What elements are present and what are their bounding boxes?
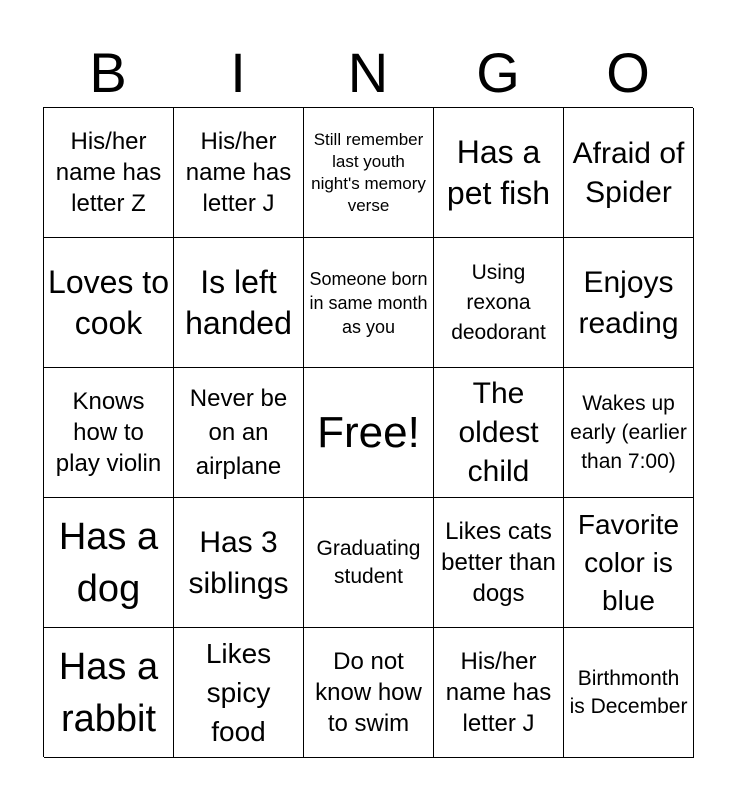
bingo-cell[interactable] xyxy=(304,238,434,368)
cell-text: His/her name has letter J xyxy=(185,128,292,217)
bingo-cell[interactable] xyxy=(434,498,564,628)
bingo-cell[interactable] xyxy=(174,108,304,238)
cell-text: Is left handed xyxy=(185,263,292,341)
bingo-header xyxy=(43,40,693,106)
cell-text: His/her name has letter Z xyxy=(55,128,162,217)
bingo-cell-free[interactable] xyxy=(304,368,434,498)
bingo-cell[interactable] xyxy=(564,368,694,498)
cell-text: His/her name has letter J xyxy=(445,648,552,737)
cell-text: The oldest child xyxy=(458,377,539,488)
cell-text: Enjoys reading xyxy=(578,265,679,340)
cell-text: Has a pet fish xyxy=(446,133,551,211)
bingo-cell[interactable] xyxy=(434,628,564,758)
bingo-cell[interactable] xyxy=(174,628,304,758)
header-letter-g: G xyxy=(476,41,520,104)
cell-text: Afraid of Spider xyxy=(572,136,685,209)
header-letter-b: B xyxy=(89,41,127,104)
cell-text: Never be on an airplane xyxy=(189,384,288,480)
cell-text: Likes cats better than dogs xyxy=(441,518,556,607)
bingo-cell[interactable] xyxy=(44,238,174,368)
bingo-cell[interactable] xyxy=(434,368,564,498)
cell-text: Graduating student xyxy=(316,536,421,588)
bingo-cell[interactable] xyxy=(304,498,434,628)
cell-text: Has 3 siblings xyxy=(188,525,289,600)
cell-text: Has a dog xyxy=(58,515,159,610)
bingo-cell[interactable] xyxy=(44,498,174,628)
header-letter-o: O xyxy=(606,41,650,104)
bingo-cell[interactable] xyxy=(174,498,304,628)
bingo-cell[interactable] xyxy=(44,628,174,758)
bingo-cell[interactable] xyxy=(174,368,304,498)
bingo-cell[interactable] xyxy=(44,108,174,238)
cell-text: Wakes up early (earlier than 7:00) xyxy=(570,392,687,473)
cell-text: Favorite color is blue xyxy=(577,508,680,616)
cell-text: Using rexona deodorant xyxy=(451,260,546,344)
header-letter-i: I xyxy=(230,41,246,104)
bingo-cell[interactable] xyxy=(174,238,304,368)
bingo-cell[interactable] xyxy=(564,108,694,238)
bingo-cell[interactable] xyxy=(564,628,694,758)
bingo-cell[interactable] xyxy=(564,238,694,368)
cell-text: Loves to cook xyxy=(48,263,169,341)
cell-text: Do not know how to swim xyxy=(315,648,422,737)
cell-text: Has a rabbit xyxy=(58,645,159,740)
cell-text: Someone born in same month as you xyxy=(309,268,428,337)
bingo-grid xyxy=(43,107,693,757)
free-space-text: Free! xyxy=(317,407,420,457)
cell-text: Still remember last youth night's memory verse xyxy=(311,129,426,215)
cell-text: Birthmonth is December xyxy=(569,666,688,718)
bingo-cell[interactable] xyxy=(434,238,564,368)
bingo-cell[interactable] xyxy=(44,368,174,498)
bingo-cell[interactable] xyxy=(304,108,434,238)
bingo-cell[interactable] xyxy=(434,108,564,238)
cell-text: Knows how to play violin xyxy=(55,388,162,477)
bingo-cell[interactable] xyxy=(564,498,694,628)
cell-text: Likes spicy food xyxy=(205,638,272,747)
header-letter-n: N xyxy=(347,41,389,104)
bingo-cell[interactable] xyxy=(304,628,434,758)
